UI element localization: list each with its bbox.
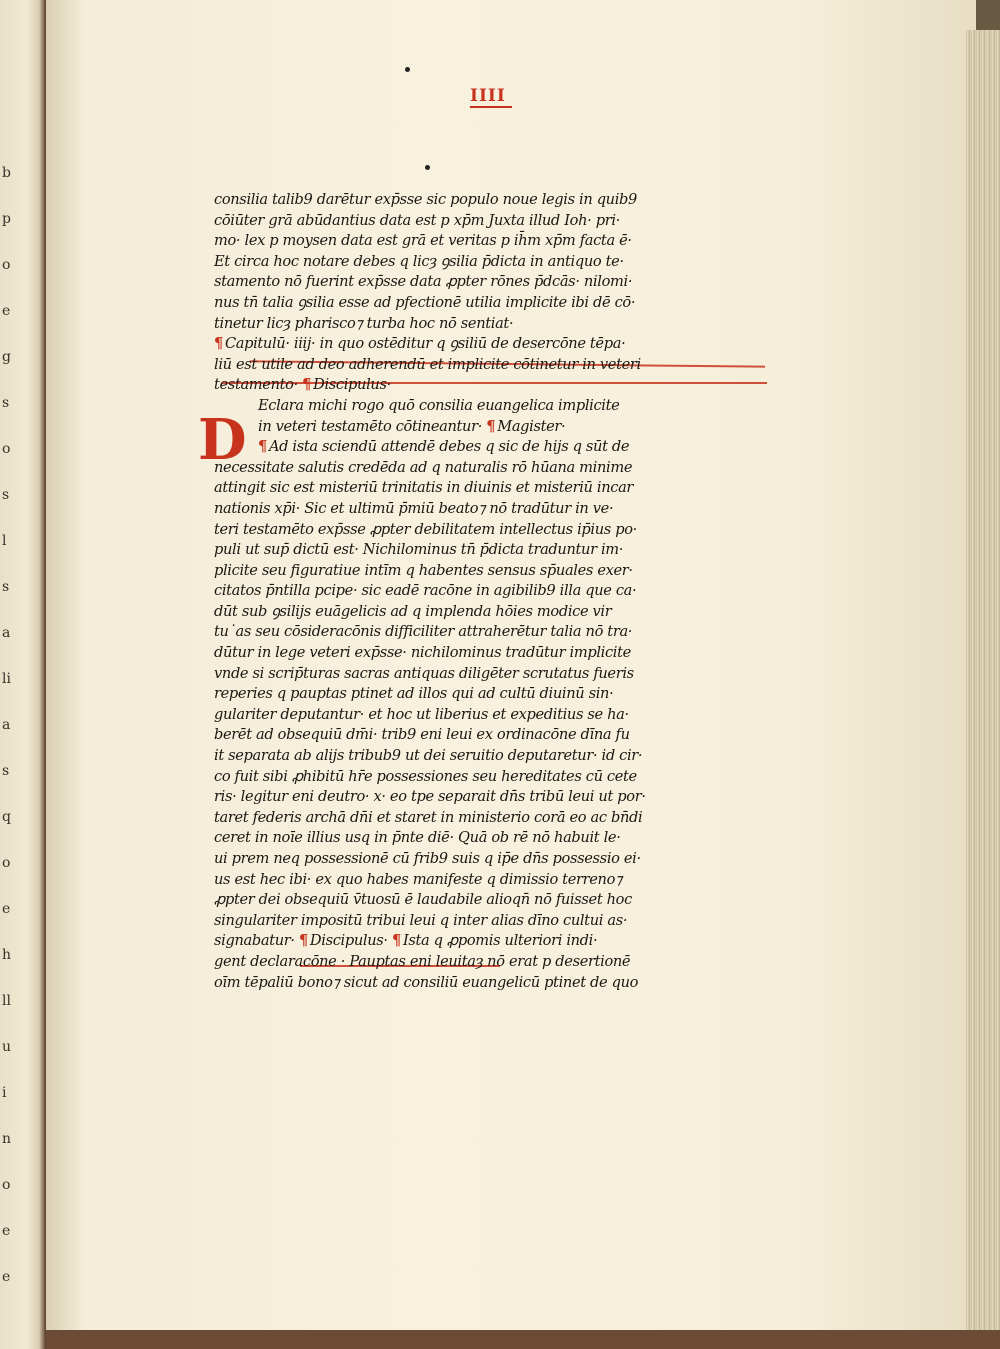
- text-line: [214, 664, 744, 685]
- pilcrow-mark: ¶: [486, 417, 496, 435]
- line-text: liū est utile ad deo adherendū et implicite cōtinetur in veteri: [214, 355, 641, 373]
- line-text: Ad ista sciendū attendē debes q sic de hijs q sūt de: [268, 438, 630, 456]
- margin-letter: g: [2, 349, 11, 365]
- text-line: [214, 252, 744, 273]
- margin-letter: q: [2, 809, 11, 825]
- text-line: [214, 602, 744, 623]
- text-line: [214, 890, 744, 911]
- text-line: [214, 314, 744, 335]
- folio-number: IIII: [470, 86, 512, 108]
- text-line: [214, 499, 744, 520]
- line-text: ceret in noīe illius usq in p̄nte diē· Quā ob rē nō habuit le·: [214, 829, 621, 847]
- line-text: stamento nō fuerint exp̄sse data ꝓpter rōnes p̄dcās· nilomi·: [214, 273, 633, 291]
- pilcrow-mark: ¶: [214, 335, 223, 353]
- line-text: it separata ab alijs tribub9 ut dei seruitio deputaretur· id cir·: [214, 747, 643, 765]
- text-line: [214, 870, 744, 891]
- line-text: reperies q pauptas ptinet ad illos qui ad cultū diuinū sin·: [214, 685, 614, 703]
- pilcrow-mark: ¶: [302, 376, 312, 394]
- text-line: [214, 808, 744, 829]
- margin-letter: s: [2, 763, 10, 779]
- margin-letter: li: [2, 671, 11, 687]
- binding-gutter: [0, 0, 46, 1349]
- pilcrow-mark: ¶: [392, 932, 401, 950]
- margin-letter: b: [2, 165, 11, 181]
- text-line: [214, 375, 744, 396]
- text-line: [214, 684, 744, 705]
- line-text: consilia talib9 darētur exp̄sse sic populo noue legis in quib9: [214, 191, 637, 208]
- line-text: taret federis archā dn̄i et staret in ministerio corā eo ac bn̄di: [214, 808, 643, 826]
- text-line: [214, 478, 744, 499]
- line-text: gulariter deputantur· et hoc ut liberius et expeditius se ha·: [214, 705, 629, 723]
- text-line: [214, 458, 744, 479]
- line-text: Et circa hoc notare debes q licȝ ꝯsilia p̄dicta in antiquo te·: [214, 252, 624, 270]
- line-text: nus tn̄ talia ꝯsilia esse ad pfectionē utilia implicite ibi dē cō·: [214, 293, 636, 311]
- margin-letter: e: [2, 901, 11, 917]
- margin-letter: s: [2, 579, 10, 595]
- text-line: [214, 931, 744, 952]
- printers-dot: [425, 165, 430, 170]
- line-text: testamento·: [214, 376, 298, 394]
- line-text: gent declaracōne · Pauptas eni leuitaȝ nō erat p desertionē: [214, 952, 631, 970]
- text-column: [214, 190, 744, 993]
- speaker-label: Magister·: [497, 417, 566, 435]
- text-line: [214, 746, 744, 767]
- line-text: signabatur·: [214, 932, 295, 950]
- line-text: tu˙as seu cōsideracōnis difficiliter attraherētur talia nō tra·: [214, 623, 633, 641]
- margin-letter: s: [2, 487, 10, 503]
- margin-letter: o: [2, 257, 11, 273]
- text-line: [214, 787, 744, 808]
- pilcrow-mark: ¶: [298, 932, 308, 950]
- margin-letter: o: [2, 441, 11, 457]
- text-line: [214, 437, 744, 458]
- text-line: [214, 334, 744, 355]
- line-text: tinetur licȝ pharisco⁊ turba hoc nō sentiat·: [214, 314, 514, 332]
- line-text: us est hec ibi· ex quo habes manifeste q dimissio terreno⁊: [214, 870, 622, 888]
- cover-board: [46, 1330, 1000, 1349]
- line-text: co fuit sibi ꝓhibitū hr̄e possessiones seu hereditates cū cete: [214, 767, 637, 785]
- text-line: [214, 705, 744, 726]
- margin-letter: u: [2, 1039, 12, 1055]
- page-fore-edge: [966, 30, 1000, 1340]
- line-text: mo· lex p moysen data est grā et veritas p ih̄m xp̄m facta ē·: [214, 232, 632, 250]
- rubricated-initial: D: [198, 407, 247, 473]
- line-text: puli ut sup̄ dictū est· Nichilominus tn̄ p̄dicta traduntur im·: [214, 541, 624, 559]
- margin-letter: a: [2, 717, 11, 733]
- text-line: [214, 190, 744, 211]
- text-line: [214, 952, 744, 973]
- margin-letter: a: [2, 625, 11, 641]
- line-text: berēt ad obsequiū dm̄i· trib9 eni leui ex ordinacōne dīna fu: [214, 726, 630, 744]
- line-text: Ista q ꝓpomis ulteriori indi·: [402, 932, 598, 950]
- text-line: [214, 725, 744, 746]
- text-line: [214, 520, 744, 541]
- text-line: [214, 911, 744, 932]
- line-text: nationis xp̄i· Sic et ultimū p̄miū beato⁊ nō tradūtur in ve·: [214, 499, 614, 517]
- text-line: [214, 828, 744, 849]
- text-line: [214, 211, 744, 232]
- text-line: [214, 643, 744, 664]
- margin-letter: o: [2, 1177, 11, 1193]
- margin-letter: e: [2, 1223, 11, 1239]
- margin-letter: i: [2, 1085, 7, 1101]
- margin-letter: s: [2, 395, 10, 411]
- line-text: dūtur in lege veteri exp̄sse· nichilominus tradūtur implicite: [214, 644, 631, 662]
- printers-dot: [405, 67, 410, 72]
- text-line: [214, 355, 744, 376]
- line-text: oīm tēpaliū bono⁊ sicut ad consiliū euangelicū ptinet de quo: [214, 973, 639, 991]
- pilcrow-mark: ¶: [258, 438, 267, 456]
- text-line: [214, 293, 744, 314]
- line-text: Capitulū· iiij· in quo ostēditur q ꝯsiliū de desercōne tēpa·: [224, 335, 626, 353]
- text-line: [214, 417, 744, 438]
- margin-letter: n: [2, 1131, 12, 1147]
- line-text: cōiūter grā abūdantius data est p xp̄m Juxta illud: [214, 211, 560, 229]
- line-text: citatos p̄ntilla pcipe· sic eadē racōne in agibilib9 illa que ca·: [214, 582, 637, 600]
- speaker-label: Discipulus·: [309, 932, 388, 950]
- line-text: vnde si scrip̄turas sacras antiquas diligēter scrutatus fueris: [214, 664, 634, 682]
- margin-letter: e: [2, 1269, 11, 1285]
- line-text: singulariter impositū tribui leui q inter alias dīno cultui as·: [214, 911, 628, 929]
- line-text: ꝓpter dei obsequiū v̄tuosū ē laudabile alioqn̄ nō fuisset hoc: [214, 891, 632, 909]
- text-line: [214, 231, 744, 252]
- line-text: Eclara michi rogo quō consilia euangelica implicite: [258, 396, 620, 414]
- facing-page-margin-letters: [2, 150, 16, 1300]
- margin-letter: p: [2, 211, 11, 227]
- line-text: plicite seu figuratiue intīm q habentes sensus sp̄uales exer·: [214, 561, 633, 579]
- text-line: [214, 973, 744, 994]
- line-text: teri testamēto exp̄sse ꝓpter debilitatem intellectus ip̄ius po·: [214, 520, 637, 538]
- line-text: necessitate salutis credēda ad q naturalis rō hūana minime: [214, 458, 633, 476]
- speaker-label: Discipulus·: [313, 376, 391, 394]
- margin-letter: ll: [2, 993, 11, 1009]
- line-text: ris· legitur eni deutro· x· eo tpe separait dn̄s tribū leui ut por·: [214, 788, 646, 806]
- inline-reference: Ioh· pri·: [564, 211, 620, 229]
- margin-letter: e: [2, 303, 11, 319]
- text-line: [214, 581, 744, 602]
- text-line: [214, 849, 744, 870]
- text-line: [214, 561, 744, 582]
- text-line: [214, 622, 744, 643]
- line-text: ui prem neq possessionē cū frib9 suis q ip̄e dn̄s possessio ei·: [214, 850, 641, 867]
- margin-letter: h: [2, 947, 12, 963]
- line-text: in veteri testamēto cōtineantur·: [258, 417, 482, 435]
- line-text: dūt sub ꝯsilijs euāgelicis ad q implenda hōies modice vir: [214, 602, 612, 620]
- text-line: [214, 396, 744, 417]
- text-line: [214, 272, 744, 293]
- margin-letter: l: [2, 533, 7, 549]
- text-line: [214, 767, 744, 788]
- text-line: [214, 540, 744, 561]
- margin-letter: o: [2, 855, 11, 871]
- line-text: attingit sic est misteriū trinitatis in diuinis et misteriū incar: [214, 479, 634, 497]
